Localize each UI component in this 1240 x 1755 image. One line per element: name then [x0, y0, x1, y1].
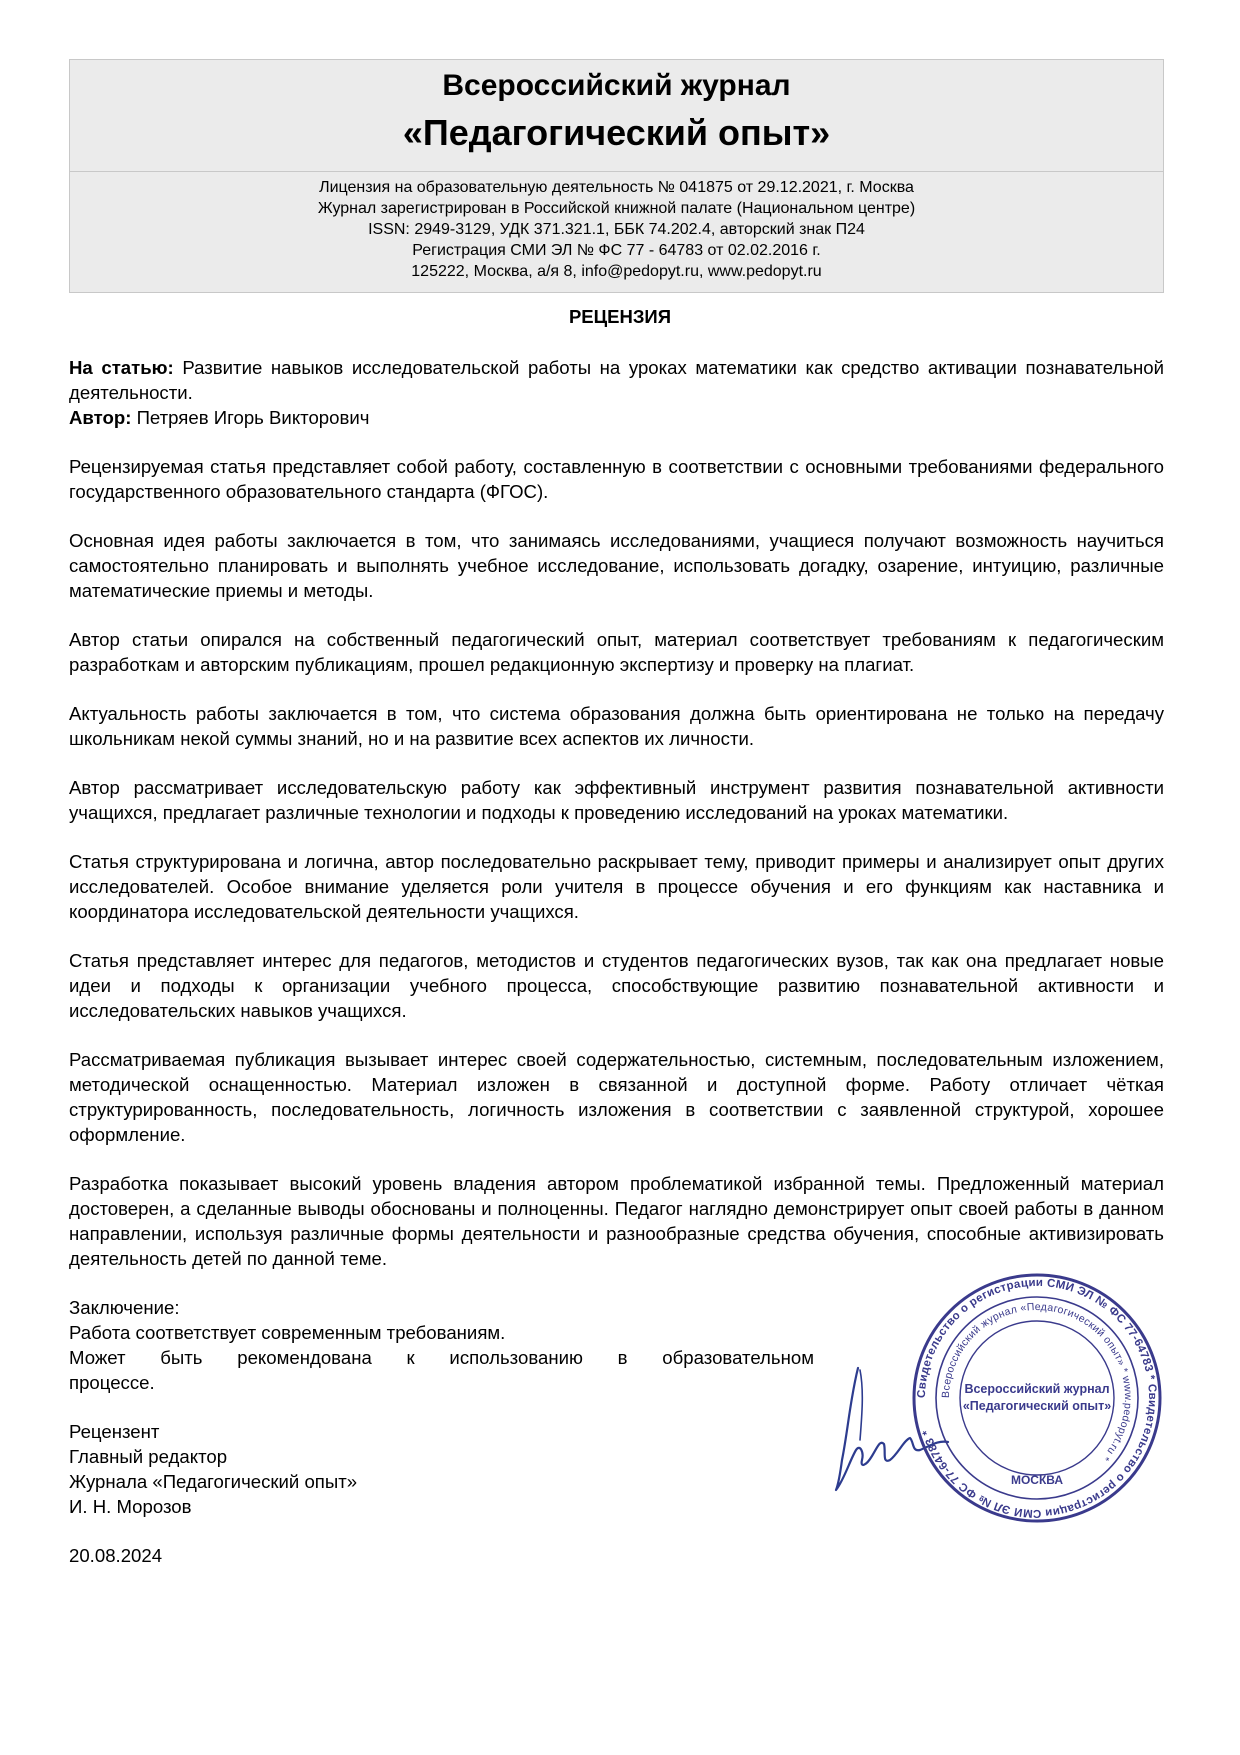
- conclusion-line2b: процессе.: [69, 1372, 155, 1393]
- registration-line: Журнал зарегистрирован в Российской книжной палате (Национальном центре): [317, 200, 916, 217]
- journal-name-line2: «Педагогический опыт»: [402, 112, 831, 153]
- journal-info-block: [70, 172, 1163, 292]
- review-paragraph: Автор статьи опирался на собственный педагогический опыт, материал соответствует требованиям к педагогическим разработкам и авторским публикациям, прошел редакционную экспертизу и проверку на плагиат.: [69, 629, 1164, 675]
- conclusion-block: [69, 1295, 814, 1395]
- review-title: РЕЦЕНЗИЯ: [568, 306, 672, 327]
- review-paragraph: Статья представляет интерес для педагогов, методистов и студентов педагогических вузов, так как она предлагает новые идеи и подходы к организации учебного процесса, способствующие развитию познавательной активности и исследовательских навыков учащихся.: [69, 950, 1164, 1021]
- contacts-line: 125222, Москва, а/я 8, info@pedopyt.ru, www.pedopyt.ru: [411, 263, 822, 280]
- review-paragraph: Основная идея работы заключается в том, что занимаясь исследованиями, учащиеся получают возможность научиться самостоятельно планировать и выполнять учебное исследование, использовать догадку, озарение, интуицию, различные математические приемы и методы.: [69, 530, 1164, 601]
- journal-name-line1: Всероссийский журнал: [442, 69, 791, 102]
- article-label: На статью:: [69, 357, 174, 378]
- journal-title-block: [70, 60, 1163, 172]
- signatory-journal: Журнала «Педагогический опыт»: [69, 1471, 358, 1492]
- seal-outer-ring-text: Свидетельство о регистрации СМИ ЭЛ № ФС 77-64783 * Свидетельство о регистрации СМИ ЭЛ № ФС 77-64783 *: [915, 1276, 1159, 1520]
- signatory-name: И. Н. Морозов: [69, 1496, 192, 1517]
- author-label: Автор:: [69, 407, 132, 428]
- seal-city: МОСКВА: [1010, 1473, 1064, 1487]
- article-title: Развитие навыков исследовательской работы на уроках математики как средство активации познавательной деятельности.: [69, 357, 1164, 403]
- seal-inner-ring-text: Всероссийский журнал «Педагогический опыт» * www.pedopyt.ru *: [939, 1300, 1135, 1464]
- review-paragraph: Автор рассматривает исследовательскую работу как эффективный инструмент развития познавательной активности учащихся, предлагает различные технологии и подходы к проведению исследований на уроках математики.: [69, 777, 1164, 823]
- conclusion-line1: Работа соответствует современным требованиям.: [69, 1322, 506, 1343]
- review-paragraph: Актуальность работы заключается в том, что система образования должна быть ориентирована не только на передачу школьникам некой суммы знаний, но и на развитие всех аспектов их личности.: [69, 703, 1164, 749]
- media-registration-line: Регистрация СМИ ЭЛ № ФС 77 - 64783 от 02.02.2016 г.: [412, 242, 821, 259]
- review-paragraph: Рассматриваемая публикация вызывает интерес своей содержательностью, системным, последовательным изложением, методической оснащенностью. Материал изложен в связанной и доступной форме. Работу отличает чёткая структурированность, последовательность, логичность изложения в соответствии с заявленной структурой, хорошее оформление.: [69, 1049, 1164, 1145]
- seal-center-line2: «Педагогический опыт»: [962, 1399, 1112, 1413]
- signatory-position: Главный редактор: [69, 1446, 228, 1467]
- article-line: [69, 355, 1164, 405]
- review-paragraph: Рецензируемая статья представляет собой работу, составленную в соответствии с основными требованиями федерального государственного образовательного стандарта (ФГОС).: [69, 456, 1164, 502]
- journal-header: [69, 59, 1164, 293]
- author-line: [69, 405, 1164, 430]
- signatory-role: Рецензент: [69, 1421, 160, 1442]
- review-paragraph: Статья структурирована и логична, автор последовательно раскрывает тему, приводит примеры и анализирует опыт других исследователей. Особое внимание уделяется роли учителя в процессе обучения и его функциям как наставника и координатора исследовательской деятельности учащихся.: [69, 851, 1164, 922]
- review-date: 20.08.2024: [69, 1545, 163, 1566]
- journal-seal: [911, 1272, 1163, 1524]
- license-line: Лицензия на образовательную деятельность № 041875 от 29.12.2021, г. Москва: [319, 179, 914, 196]
- author-name: Петряев Игорь Викторович: [136, 407, 370, 428]
- conclusion-line2a: Может быть рекомендована к использованию в образовательном: [69, 1347, 814, 1368]
- issn-line: ISSN: 2949-3129, УДК 371.321.1, ББК 74.202.4, авторский знак П24: [368, 221, 865, 238]
- review-paragraph: Разработка показывает высокий уровень владения автором проблематикой избранной темы. Предложенный материал достоверен, а сделанные выводы обоснованы и полноценны. Педагог наглядно демонстрирует опыт своей работы в данном направлении, используя различные формы деятельности и разнообразные средства обучения, способные активизировать деятельность детей по данной теме.: [69, 1173, 1164, 1269]
- conclusion-label: Заключение:: [69, 1297, 180, 1318]
- seal-center-line1: Всероссийский журнал: [964, 1382, 1110, 1396]
